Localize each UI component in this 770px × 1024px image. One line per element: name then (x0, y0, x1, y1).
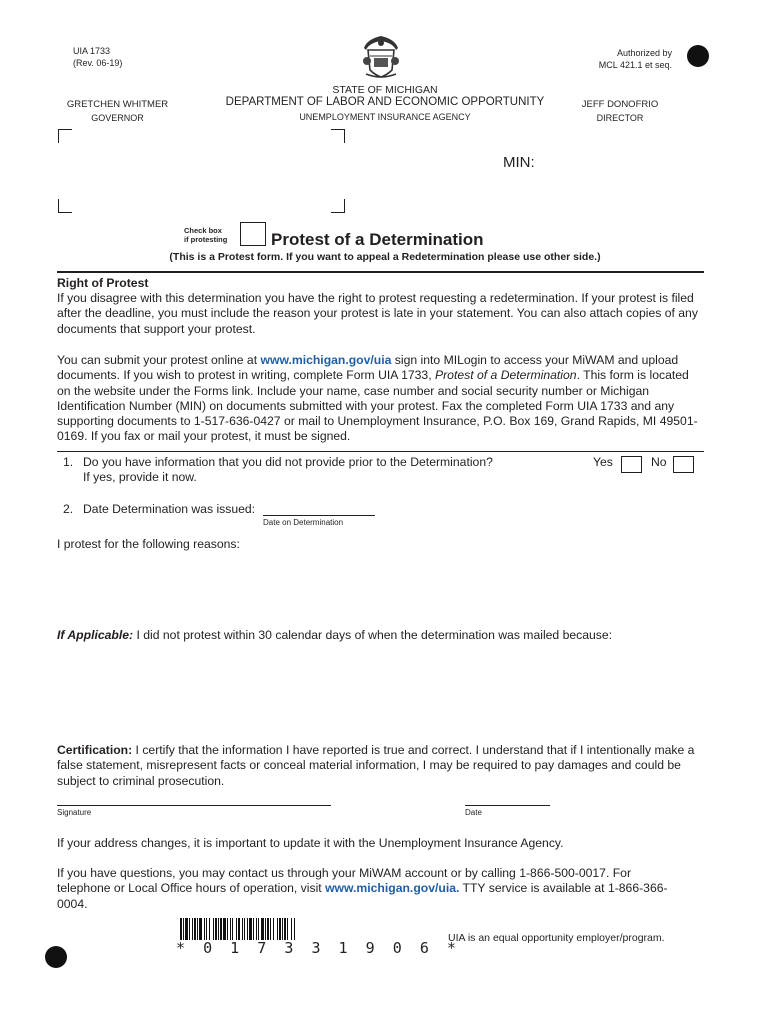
if-applicable-label: If Applicable: (57, 628, 134, 642)
determination-date-field[interactable] (263, 515, 375, 516)
reasons-label: I protest for the following reasons: (57, 537, 240, 551)
q1-subtext: If yes, provide it now. (83, 470, 197, 484)
if-applicable-statement (57, 628, 703, 643)
yes-checkbox[interactable] (621, 456, 642, 473)
if-protesting-label: if protesting (184, 235, 228, 244)
barcode-bar (295, 918, 296, 940)
protesting-checkbox[interactable] (240, 222, 266, 246)
yes-label: Yes (593, 455, 613, 469)
michigan-uia-link[interactable]: www.michigan.gov/uia (260, 353, 392, 367)
q1-text: Do you have information that you did not provide prior to the Determination? (83, 455, 493, 469)
q2-number: 2. (63, 502, 74, 516)
authorized-by: Authorized by (616, 48, 672, 58)
barcode (180, 918, 395, 940)
questions-divider (57, 451, 704, 452)
certification-text: I certify that the information I have reported is true and correct. I understand that if I intentionally make a false statement, misrepresent facts or conceal material information, I may be required to pay damages and could be subject to criminal prosecution. (57, 743, 695, 788)
governor-name: GRETCHEN WHITMER (66, 99, 169, 110)
department-name: DEPARTMENT OF LABOR AND ECONOMIC OPPORTUNITY (225, 96, 545, 108)
director-name: JEFF DONOFRIO (581, 99, 659, 110)
para2-text-c: . This form is located on the website under the Forms link. Include your name, case number and social security number or Michigan Identification Number (MIN) on documents submitted with your protest. Fax the completed Form UIA 1733 and any supporting documents to 1-517-636-0427 or mail to Unemployment Insurance, P.O. Box 169, Grand Rapids, MI 49501-0169. If you fax or mail your protest, it must be signed. (57, 368, 698, 444)
agency-name: UNEMPLOYMENT INSURANCE AGENCY (299, 112, 471, 122)
address-corner-top-left (58, 129, 72, 143)
michigan-uia-footer-link[interactable]: www.michigan.gov/uia. (325, 881, 460, 896)
late-reason-input-area[interactable] (57, 646, 703, 736)
address-corner-bottom-right (331, 199, 345, 213)
certification-statement (57, 743, 703, 789)
date-line[interactable] (465, 805, 550, 806)
right-of-protest-para2 (57, 353, 703, 445)
form-id: UIA 1733 (73, 46, 111, 56)
contact-info (57, 866, 677, 912)
para2-text-a: You can submit your protest online at (57, 353, 261, 367)
contact-text-a: If you have questions, you may contact us through your MiWAM account or by calling 1-866-500-0017. For telephone or Local Office hours of operation, visit (57, 866, 632, 896)
address-corner-top-right (331, 129, 345, 143)
right-of-protest-para1: If you disagree with this determination you have the right to protest requesting a redetermination. If your protest is filed after the deadline, you must include the reason your protest is late in your statement. You can also attach copies of any documents that support your protest. (57, 291, 698, 336)
right-of-protest-heading: Right of Protest (57, 276, 149, 290)
certification-label: Certification: (57, 743, 133, 757)
reasons-input-area[interactable] (57, 555, 703, 620)
no-label: No (651, 455, 667, 469)
authorized-statute: MCL 421.1 et seq. (598, 60, 672, 70)
determination-date-caption: Date on Determination (263, 518, 344, 527)
min-label: MIN: (503, 154, 535, 171)
address-corner-bottom-left (58, 199, 72, 213)
date-label: Date (465, 808, 482, 817)
address-change-note: If your address changes, it is important to update it with the Unemployment Insurance Agency. (57, 836, 564, 850)
q2-text: Date Determination was issued: (83, 502, 256, 516)
signature-line[interactable] (57, 805, 331, 806)
signature-label: Signature (57, 808, 92, 817)
title-divider (57, 271, 704, 273)
form-title: Protest of a Determination (271, 230, 484, 249)
q1-number: 1. (63, 455, 74, 469)
registration-mark-bottom (45, 946, 67, 968)
check-box-label: Check box (184, 226, 222, 235)
form-revision: (Rev. 06-19) (73, 58, 123, 68)
form-subtitle: (This is a Protest form. If you want to appeal a Redetermination please use other side.) (169, 251, 601, 263)
governor-title: GOVERNOR (91, 113, 144, 123)
state-seal-icon (360, 34, 402, 80)
registration-mark-top (687, 45, 709, 67)
equal-opportunity-statement: UIA is an equal opportunity employer/program. (448, 932, 665, 944)
state-name: STATE OF MICHIGAN (332, 84, 438, 96)
contact-text-b: TTY service is available at 1-866-366-0004. (57, 881, 668, 911)
para2-text-b: sign into MILogin to access your MiWAM and upload documents. If you wish to protest in writing, complete Form UIA 1733, (57, 353, 679, 383)
para2-form-name: Protest of a Determination (434, 368, 577, 383)
barcode-text: * 0 1 7 3 3 1 9 0 6 * (176, 939, 456, 957)
if-applicable-text: I did not protest within 30 calendar days of when the determination was mailed because: (133, 628, 613, 642)
director-title: DIRECTOR (596, 113, 644, 123)
no-checkbox[interactable] (673, 456, 694, 473)
